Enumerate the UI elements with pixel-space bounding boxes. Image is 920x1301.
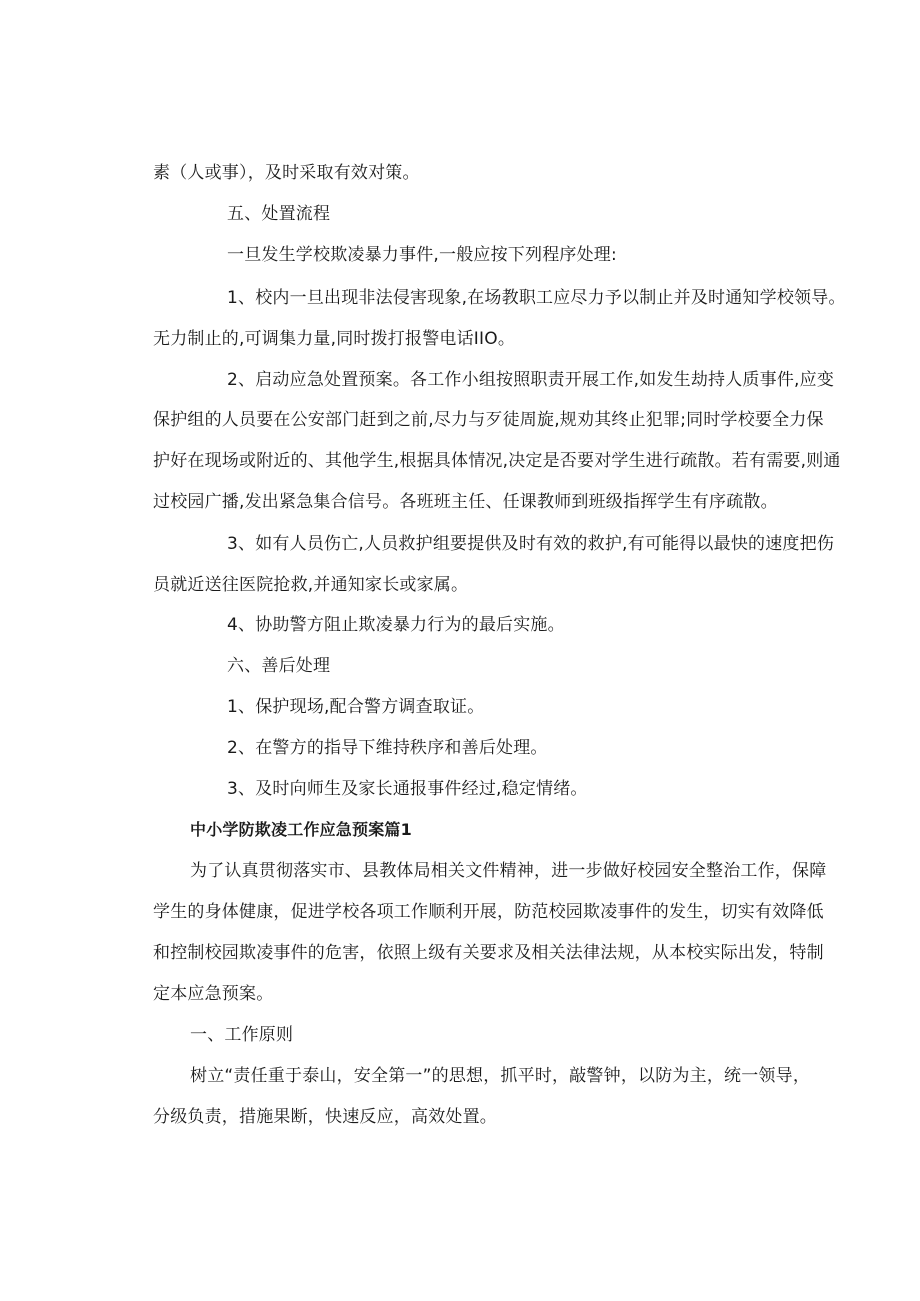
text-line: 分级负责，措施果断，快速反应，高效处置。 bbox=[153, 1107, 497, 1127]
text-line: 无力制止的,可调集力量,同时拨打报警电话IIO。 bbox=[153, 329, 516, 349]
text-line: 为了认真贯彻落实市、县教体局相关文件精神，进一步做好校园安全整治工作，保障 bbox=[190, 861, 827, 881]
text-line: 学生的身体健康，促进学校各项工作顺利开展，防范校园欺凌事件的发生，切实有效降低 bbox=[153, 902, 824, 922]
text-line: 3、及时向师生及家长通报事件经过,稳定情绪。 bbox=[227, 779, 588, 799]
section-heading: 一、工作原则 bbox=[190, 1025, 294, 1045]
text-line: 2、在警方的指导下维持秩序和善后处理。 bbox=[227, 738, 548, 758]
section-heading: 五、处置流程 bbox=[227, 204, 331, 224]
text-line: 1、保护现场,配合警方调查取证。 bbox=[227, 697, 485, 717]
text-line: 保护组的人员要在公安部门赶到之前,尽力与歹徒周旋,规劝其终止犯罪;同时学校要全力保 bbox=[153, 410, 824, 430]
text-line: 员就近送往医院抢救,并通知家长或家属。 bbox=[153, 575, 469, 595]
document-title: 中小学防欺凌工作应急预案篇1 bbox=[190, 820, 412, 839]
text-line: 树立“责任重于泰山，安全第一”的思想，抓平时，敲警钟，以防为主，统一领导， bbox=[190, 1066, 811, 1086]
text-line: 3、如有人员伤亡,人员救护组要提供及时有效的救护,有可能得以最快的速度把伤 bbox=[227, 534, 835, 554]
text-line: 护好在现场或附近的、其他学生,根据具体情况,决定是否要对学生进行疏散。若有需要,则通 bbox=[153, 451, 841, 471]
text-line: 4、协助警方阻止欺凌暴力行为的最后实施。 bbox=[227, 615, 565, 635]
section-heading: 六、善后处理 bbox=[227, 656, 331, 676]
text-line: 1、校内一旦出现非法侵害现象,在场教职工应尽力予以制止并及时通知学校领导。 bbox=[227, 288, 846, 308]
text-line: 过校园广播,发出紧急集合信号。各班班主任、任课教师到班级指挥学生有序疏散。 bbox=[153, 492, 778, 512]
text-line: 和控制校园欺凌事件的危害，依照上级有关要求及相关法律法规，从本校实际出发，特制 bbox=[153, 943, 824, 963]
text-line: 定本应急预案。 bbox=[153, 984, 274, 1004]
text-line: 一旦发生学校欺凌暴力事件,一般应按下列程序处理: bbox=[227, 245, 617, 265]
text-line: 2、启动应急处置预案。各工作小组按照职责开展工作,如发生劫持人质事件,应变 bbox=[227, 370, 835, 390]
text-line: 素（人或事），及时采取有效对策。 bbox=[153, 163, 420, 183]
